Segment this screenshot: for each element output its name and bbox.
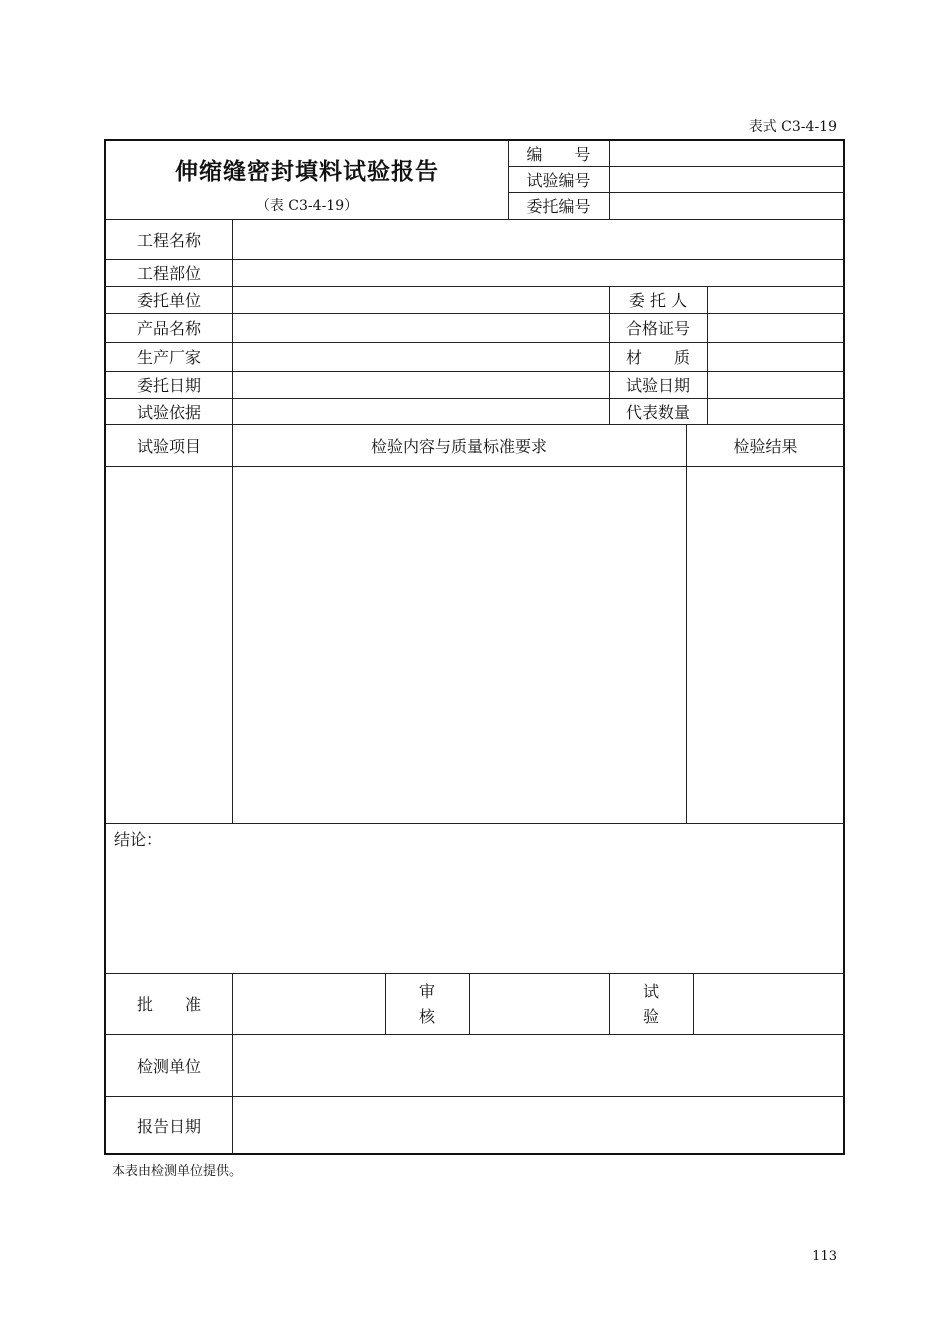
representative-quantity-label: 代表数量 xyxy=(625,402,690,422)
rule xyxy=(707,286,708,424)
report-form xyxy=(104,139,845,1155)
material-field[interactable] xyxy=(711,342,841,371)
review-label-char: 审 xyxy=(418,981,435,1001)
project-part-label: 工程部位 xyxy=(136,264,201,283)
serial-number-field[interactable] xyxy=(613,141,843,166)
approve-label: 批 准 xyxy=(136,995,201,1014)
manufacturer-label: 生产厂家 xyxy=(136,348,201,367)
test-result-area[interactable] xyxy=(687,467,845,823)
test-item-header: 试验项目 xyxy=(136,436,201,456)
material-label: 材 质 xyxy=(625,348,690,367)
test-date-field[interactable] xyxy=(711,371,841,398)
product-name-field[interactable] xyxy=(236,313,605,342)
test-label-char: 试 xyxy=(642,981,659,1001)
review-field[interactable] xyxy=(470,974,609,1034)
test-number-field[interactable] xyxy=(613,166,843,192)
commission-number-field[interactable] xyxy=(613,192,843,219)
project-name-field[interactable] xyxy=(236,219,841,259)
test-basis-field[interactable] xyxy=(236,398,605,424)
client-unit-label: 委托单位 xyxy=(136,291,201,310)
testing-unit-label: 检测单位 xyxy=(136,1056,201,1076)
client-person-label: 委 托 人 xyxy=(628,291,688,310)
test-field[interactable] xyxy=(694,974,845,1034)
commission-number-label: 委托编号 xyxy=(526,197,591,216)
test-content-header: 检验内容与质量标准要求 xyxy=(370,436,547,456)
representative-quantity-field[interactable] xyxy=(711,398,841,424)
project-name-label: 工程名称 xyxy=(136,230,201,250)
test-item-area[interactable] xyxy=(106,467,232,823)
test-number-label: 试验编号 xyxy=(526,170,591,190)
review-label-char: 核 xyxy=(418,1006,435,1026)
conclusion-label: 结论： xyxy=(114,829,163,849)
page-number: 113 xyxy=(812,1249,837,1264)
manufacturer-field[interactable] xyxy=(236,342,605,371)
test-basis-label: 试验依据 xyxy=(136,402,201,422)
review-label xyxy=(385,973,469,1034)
report-subtitle: （表 C3-4-19） xyxy=(255,198,359,214)
serial-number-label: 编 号 xyxy=(526,145,591,164)
test-result-header: 检验结果 xyxy=(733,436,798,456)
test-content-area[interactable] xyxy=(233,467,686,823)
test-label-char: 验 xyxy=(642,1006,659,1026)
testing-unit-field[interactable] xyxy=(236,1034,841,1096)
test-label xyxy=(609,973,693,1034)
report-title: 伸缩缝密封填料试验报告 xyxy=(175,157,439,185)
report-date-field[interactable] xyxy=(236,1096,841,1155)
commission-date-label: 委托日期 xyxy=(136,376,201,395)
report-date-label: 报告日期 xyxy=(136,1117,201,1136)
rule xyxy=(106,823,845,824)
rule xyxy=(609,141,610,219)
project-part-field[interactable] xyxy=(236,259,841,286)
conclusion-field[interactable] xyxy=(114,853,839,971)
client-person-field[interactable] xyxy=(711,286,841,313)
client-unit-field[interactable] xyxy=(236,286,605,313)
test-date-label: 试验日期 xyxy=(625,376,690,395)
product-name-label: 产品名称 xyxy=(136,319,201,338)
commission-date-field[interactable] xyxy=(236,371,605,398)
form-code: 表式 C3-4-19 xyxy=(748,119,837,135)
certificate-number-field[interactable] xyxy=(711,313,841,342)
certificate-number-label: 合格证号 xyxy=(625,319,690,338)
approve-field[interactable] xyxy=(233,974,385,1034)
footnote: 本表由检测单位提供。 xyxy=(112,1164,243,1179)
